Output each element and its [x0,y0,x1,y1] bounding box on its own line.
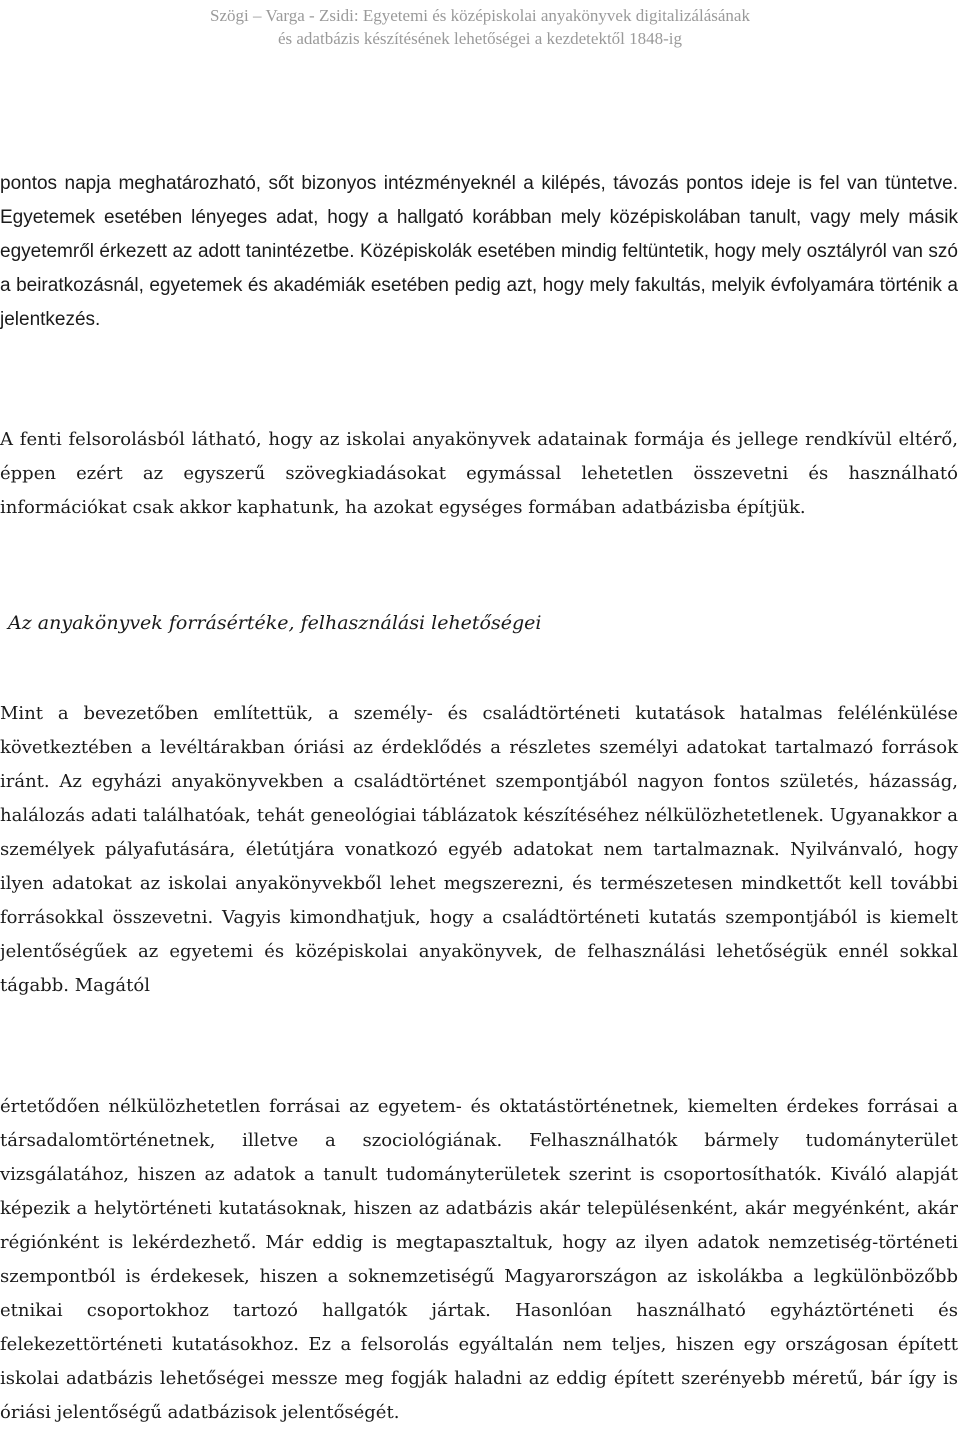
section-heading: Az anyakönyvek forrásértéke, felhasználási lehetőségei [8,612,542,634]
paragraph-2: A fenti felsorolásból látható, hogy az iskolai anyakönyvek adatainak formája és jellege rendkívül eltérő, éppen ezért az egyszerű szövegkiadásokat egymással lehetetlen összevetni és használható információkat csak akkor kaphatunk, ha azokat egységes formában adatbázisba építjük. [0,429,958,518]
paragraph-4: értetődően nélkülözhetetlen forrásai az egyetem- és oktatástörténetnek, kiemelten érdekes forrásai a társadalomtörténetnek, illetve a szociológiának. Felhasználhatók bármely tudományterület vizsgálatához, hiszen az adatok a tanult tudományterületek szerint is csoportosíthatók. Kiváló alapját képezik a helytörténeti kutatásoknak, hiszen az adatbázis akár településenként, akár megyénként, akár régiónként is lekérdezhető. Már eddig is megtapasztaltuk, hogy az ilyen adatok nemzetiség-történeti szempontból is érdekesek, hiszen a soknemzetiségű Magyarországon az iskolákba a legkülönbözőbb etnikai csoportokhoz tartozó hallgatók jártak. Hasonlóan használható egyháztörténeti és felekezettörténeti kutatásokhoz. Ez a felsorolás egyáltalán nem teljes, hiszen egy országosan épített iskolai adatbázis lehetőségei messze meg fogják haladni az eddig épített szerényebb méretű, bár így is óriási jelentőségű adatbázisok jelentőségét. [0,1096,958,1423]
paragraph-3: Mint a bevezetőben említettük, a személy- és családtörténeti kutatások hatalmas felélénkülése következtében a levéltárakban óriási az érdeklődés a részletes személyi adatokat tartalmazó források iránt. Az egyházi anyakönyvekben a családtörténet szempontjából nagyon fontos születés, házasság, halálozás adati találhatóak, tehát geneológiai táblázatok készítéséhez nélkülözhetetlenek. Ugyanakkor a személyek pályafutására, életútjára vonatkozó egyéb adatokat nem tartalmaznak. Nyilvánvaló, hogy ilyen adatokat az iskolai anyakönyvekből lehet megszerezni, és természetesen mindkettőt kell további forrásokkal összevetni. Vagyis kimondhatjuk, hogy a családtörténeti kutatás szempontjából is kiemelt jelentőségűek az egyetemi és középiskolai anyakönyvek, de felhasználási lehetőségük ennél sokkal tágabb. Magától [0,703,958,996]
header-title-line-2: és adatbázis készítésének lehetőségei a kezdetektől 1848-ig [277,29,683,48]
header-title-line-1: Szögi – Varga - Zsidi: Egyetemi és középiskolai anyakönyvek digitalizálásának [210,6,750,25]
paragraph-1: pontos napja meghatározható, sőt bizonyos intézményeknél a kilépés, távozás pontos ideje is fel van tüntetve. Egyetemek esetében lényeges adat, hogy a hallgató korábban mely középiskolában tanult, vagy mely másik egyetemről érkezett az adott tanintézetbe. Középiskolák esetében mindig feltüntetik, hogy mely osztályról van szó a beiratkozásnál, egyetemek és akadémiák esetében pedig azt, hogy mely fakultás, melyik évfolyamára történik a jelentkezés. [0,173,958,330]
page-header [0,0,960,56]
